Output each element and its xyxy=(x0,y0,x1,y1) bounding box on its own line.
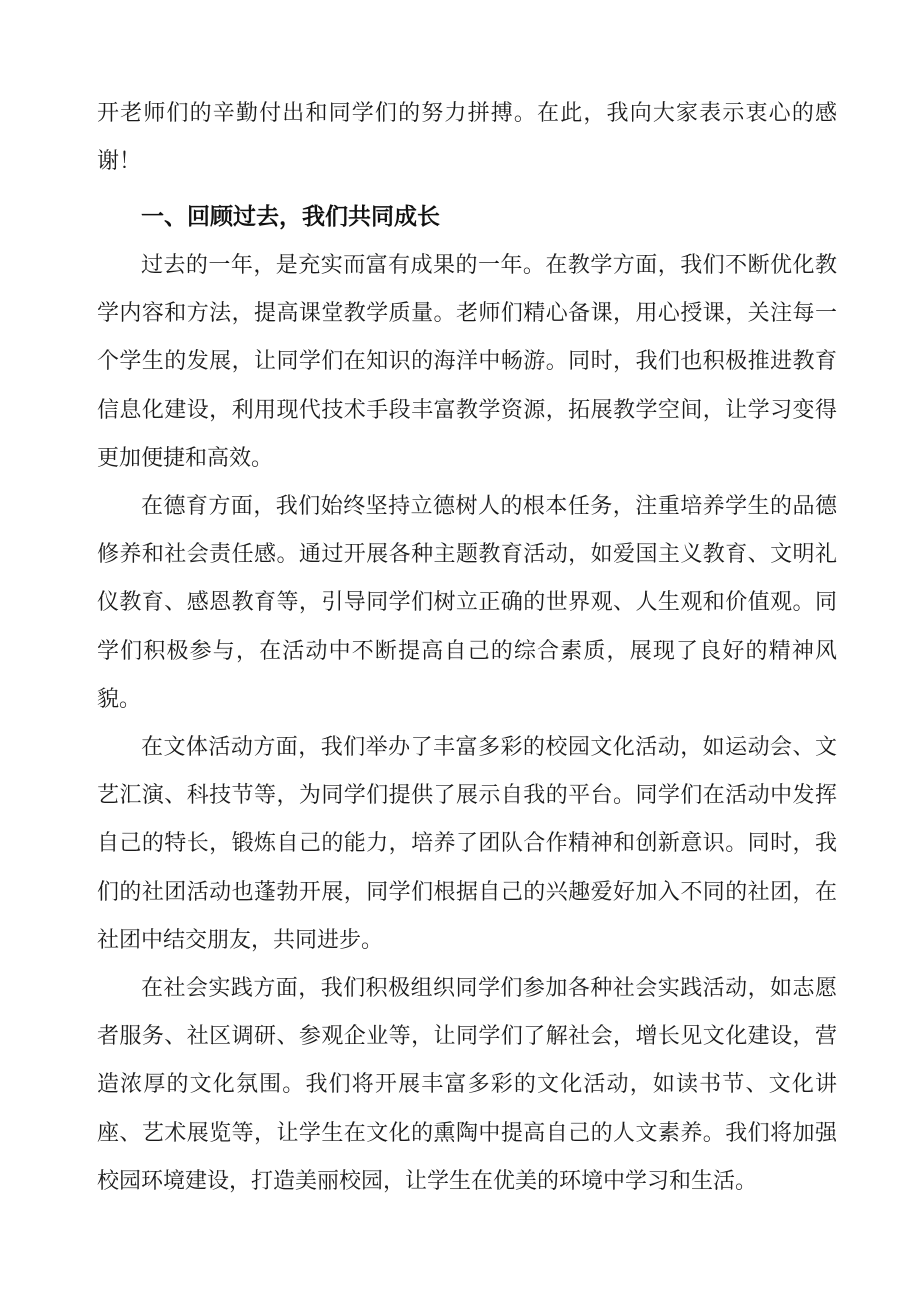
section-heading: 一、回顾过去，我们共同成长 xyxy=(141,204,440,230)
intro-continuation-paragraph: 开老师们的辛勤付出和同学们的努力拼搏。在此，我向大家表示衷心的感谢！ xyxy=(97,101,837,175)
paragraph-social-practice: 在社会实践方面，我们积极组织同学们参加各种社会实践活动，如志愿者服务、社区调研、参观企业等，让同学们了解社会，增长见文化建设，营造浓厚的文化氛围。我们将开展丰富多彩的文化活动，如读书节、文化讲座、艺术展览等，让学生在文化的熏陶中提高自己的人文素养。我们将加强校园环境建设，打造美丽校园，让学生在优美的环境中学习和生活。 xyxy=(97,976,837,1194)
paragraph-moral-education: 在德育方面，我们始终坚持立德树人的根本任务，注重培养学生的品德修养和社会责任感。通过开展各种主题教育活动，如爱国主义教育、文明礼仪教育、感恩教育等，引导同学们树立正确的世界观、人生观和价值观。同学们积极参与，在活动中不断提高自己的综合素质，展现了良好的精神风貌。 xyxy=(97,494,837,712)
intro-block xyxy=(97,90,837,186)
body-block xyxy=(97,242,837,1206)
paragraph-teaching: 过去的一年，是充实而富有成果的一年。在教学方面，我们不断优化教学内容和方法，提高课堂教学质量。老师们精心备课，用心授课，关注每一个学生的发展，让同学们在知识的海洋中畅游。同时，我们也积极推进教育信息化建设，利用现代技术手段丰富教学资源，拓展教学空间，让学习变得更加便捷和高效。 xyxy=(97,253,837,471)
paragraph-cultural-sports: 在文体活动方面，我们举办了丰富多彩的校园文化活动，如运动会、文艺汇演、科技节等，为同学们提供了展示自我的平台。同学们在活动中发挥自己的特长，锻炼自己的能力，培养了团队合作精神和创新意识。同时，我们的社团活动也蓬勃开展，同学们根据自己的兴趣爱好加入不同的社团，在社团中结交朋友，共同进步。 xyxy=(97,735,837,953)
